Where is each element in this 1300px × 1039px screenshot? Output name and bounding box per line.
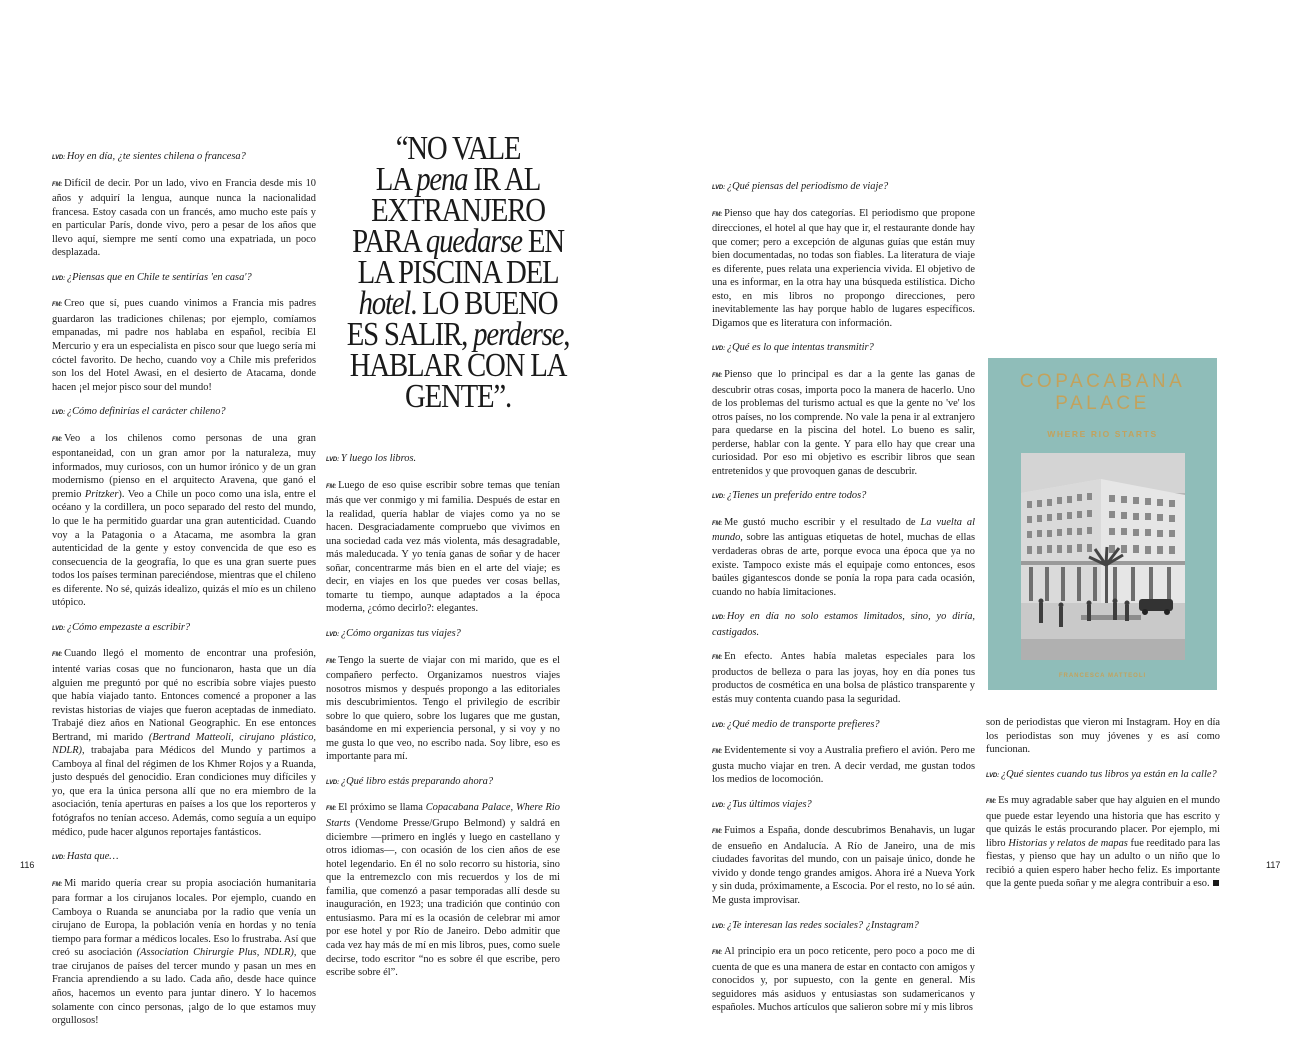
answer: FM: Es muy agradable saber que hay alguien en el mundo que puede estar leyendo una historia que has escrito y que quizás le estás procurando placer. Por ejemplo, mi libro Historias y relatos de mapas fue reeditado para las fiestas, y pienso que hay un adulto o un niño que lo recibió a quien espero haber hecho feliz. Es importante que la gente pueda soñar y me alegra contribuir a eso. — [986, 795, 1220, 890]
question: LVD: ¿Piensas que en Chile te sentirías 'en casa'? — [52, 271, 252, 283]
article-column-3 — [712, 180, 975, 1026]
answer: FM: Evidentemente si voy a Australia prefiero el avión. Pero me gusta mucho viajar en tren. A decir verdad, me gustan todos los medios de locomoción. — [712, 745, 975, 786]
book-author: FRANCESCA MATTEOLI — [1058, 673, 1147, 679]
answer: FM: Luego de eso quise escribir sobre temas que tenían más que ver conmigo y mi familia. Después de estar en la realidad, quería hablar de viajes como ya no se hacen. Desgraciadamente compruebo que vivimos en una sociedad cada vez más violenta, más desagradable, más maleducada. Y yo tenía ganas de soñar y de hacer soñar, concentrarme más bien en el arte del viaje; es decir, en viajes en los que puedes ver cosas bellas, tomarte tu tiempo, aunque adaptados a la época moderna, ¿cómo decirlo?: elegantes. — [326, 479, 560, 615]
question: LVD: ¿Qué sientes cuando tus libros ya están en la calle? — [986, 768, 1217, 780]
book-title: COPACABANA PALACE — [1019, 371, 1186, 414]
question: LVD: Hoy en día no solo estamos limitados, sino, yo diría, castigados. — [712, 611, 975, 638]
question: LVD: ¿Qué piensas del periodismo de viaje? — [712, 181, 889, 192]
page-number-left: 116 — [20, 860, 35, 870]
pull-quote: “NO VALE LA pena IR AL EXTRANJERO PARA quedarse EN LA PISCINA DEL hotel. LO BUENO ES SALIR, perderse, HABLAR CON LA GENTE”. — [346, 130, 570, 415]
question: LVD: Hoy en día, ¿te sientes chilena o francesa? — [52, 151, 246, 162]
answer: FM: En efecto. Antes había maletas especiales para los productos de belleza o para las joyas, hoy en día pones tus productos de cosmética en una bolsa de plástico transparente y estás muy contenta cuando pasa la seguridad. — [712, 651, 975, 705]
book-cover — [988, 358, 1217, 690]
answer: FM: Fuimos a España, donde descubrimos Benahavis, un lugar de ensueño en Andalucía. A Río de Janeiro, una de mis ciudades favoritas del mundo, con un paisaje único, donde he vivido y donde tengo grandes amigos. Ahora iré a Nueva York y sin duda, próximamente, a Escocia. Por el resto, no lo sé aún. Me gusta improvisar. — [712, 825, 975, 906]
answer: FM: Difícil de decir. Por un lado, vivo en Francia desde mis 10 años y adquirí la lengua, aunque nunca la nacionalidad francesa. Estoy casada con un francés, amo mucho este país y en particular París, donde vivo, pero a pesar de los años que llevo aquí, siempre me sentí como una expatriada, un poco desplazada. — [52, 177, 316, 259]
question: LVD: ¿Tus últimos viajes? — [712, 798, 812, 810]
answer-continued: son de periodistas que vieron mi Instagram. Hoy en día los periodistas son muy jóvenes y es así como funcionan. — [986, 717, 1220, 756]
answer: FM: Creo que sí, pues cuando vinimos a Francia mis padres guardaron las tradiciones chilenas; por ejemplo, comíamos empanadas, mi padre nos hablaba en español, recibía El Mercurio y era un especialista en pisco sour que luego sería mi cóctel favorito. De hecho, cuando voy a Chile mis preferidos son los del Hotel Awasi, en el desierto de Atacama, donde hacen ¡el mejor pisco sour del mundo! — [52, 298, 316, 393]
question: LVD: ¿Qué libro estás preparando ahora? — [326, 775, 494, 787]
article-column-1 — [52, 150, 316, 1039]
question: LVD: Y luego los libros. — [326, 453, 417, 464]
answer: FM: Mi marido quería crear su propia asociación humanitaria para formar a los cirujanos locales. Por ejemplo, cuando en Camboya o Ruanda se anunciaba por la radio que venía un cirujano de Europa, la población venía en hordas y no tenía tiempo para formar a médicos locales. Eso lo frustraba. Así que creó su asociación (Association Chirurgie Plus, NDLR), que trae cirujanos de países del tercer mundo y pasan un mes en Francia aprendiendo a su lado. Cada año, desde hace quince años, hacemos un evento para juntar dinero. Y lo hacemos solamente con cinco personas, ¡algo de lo que estamos muy orgullosos! — [52, 877, 316, 1027]
page-number-right: 117 — [1266, 860, 1281, 870]
answer: FM: Tengo la suerte de viajar con mi marido, que es el compañero perfecto. Organizamos nuestros viajes nosotros mismos y después propongo a las editoriales mis descubrimientos. Tengo el privilegio de escribir sobre lo que quiero, sobre los lugares que me gustan, basándome en mi experiencia personal, y si voy y no me gusta lo que veo, no escribo nada. Soy libre, eso es importante para mí. — [326, 654, 560, 763]
question: LVD: ¿Te interesan las redes sociales? ¿Instagram? — [712, 919, 919, 931]
answer: FM: Al principio era un poco reticente, pero poco a poco me di cuenta de que es una manera de estar en contacto con amigos y conocidos y, por supuesto, con la gente en general. Mis seguidores más asiduos y entusiastas son sudamericanos y españoles. Muchos artículos que salieron sobre mí y mis libros — [712, 946, 975, 1014]
article-column-2 — [326, 452, 560, 991]
book-subtitle: WHERE RIO STARTS — [1047, 429, 1158, 439]
answer: FM: Cuando llegó el momento de encontrar una profesión, intenté varias cosas que no funcionaron, hasta que un día alguien me preguntó por qué no escribía sobre viajes puesto que había viajado tanto. Entonces comencé a proponer a las revistas historias de viajes que fueron aceptadas de inmediato. Trabajé diez años en National Geographic. En ese entonces Bertrand, mi marido (Bertrand Matteoli, cirujano plástico, NDLR), trabajaba para Médicos del Mundo y partimos a Camboya al final del régimen de los Khmer Rojos y a Ruanda, justo después del genocidio. Eran condiciones muy difíciles y yo, que era la única persona allí que no era miembro de la asociación, tenía aperturas en países a los que los reporteros y fotógrafos no tenían acceso. Además, como seguía a un equipo médico, pude hacer algunos reportajes fantásticos. — [52, 648, 316, 838]
article-column-4 — [986, 716, 1220, 902]
question: LVD: ¿Cómo organizas tus viajes? — [326, 628, 461, 640]
question: LVD: ¿Tienes un preferido entre todos? — [712, 490, 867, 502]
answer: FM: Me gustó mucho escribir y el resultado de La vuelta al mundo, sobre las antiguas etiquetas de hotel, muchas de ellas verdaderas obras de arte, porque evoca una época que ya no existe. Tampoco existe más el equipaje como entonces, esos baúles gigantescos donde se ponía la ropa para cada ocasión, cuando no había limitaciones. — [712, 516, 975, 598]
interviewee-tag: FM: — [52, 181, 63, 188]
answer: FM: El próximo se llama Copacabana Palace, Where Rio Starts (Vendome Presse/Grupo Belmond) y saldrá en diciembre —primero en inglés y luego en castellano y otros idiomas—, con ocasión de los cien años de ese hotel legendario. En él no solo recorro su historia, sino que la entremezclo con mis recuerdos y los de mi familia, que comenzó a pasar temporadas allí desde su inauguración, en 1923; una tradición que continúo con entusiasmo. Para mí es la ocasión de celebrar mi amor por ese hotel y por Río de Janeiro. Debo admitir que cada vez hay más de mí en mis libros, pues, como suele decirse, todo escritor “no es sobre él que escribe, pero escribe sobre él”. — [326, 802, 560, 979]
answer: FM: Pienso que hay dos categorías. El periodismo que propone direcciones, el hotel al que hay que ir, el restaurante donde hay que comer; pero a excepción de algunas guías que están muy bien documentadas, no todas son fiables. La literatura de viaje es diferente, pues relata una experiencia vivida. El objetivo de una es informar, en la otra hay una búsqueda estilística. Dicho esto, en mis libros no propongo direcciones, pero inevitablemente las hay porque hablo de lugares específicos. Digamos que es literatura con información. — [712, 207, 975, 329]
question: LVD: ¿Cómo empezaste a escribir? — [52, 621, 191, 633]
question: LVD: ¿Qué es lo que intentas transmitir? — [712, 342, 874, 354]
question: LVD: ¿Cómo definirías el carácter chileno? — [52, 406, 226, 418]
answer: FM: Veo a los chilenos como personas de una gran espontaneidad, con un gran amor por la naturaleza, muy informados, muy curiosos, con un humor irónico y de un gran modernismo (pienso en el arquitecto Aravena, que ganó el premio Pritzker). Veo a Chile un poco como una isla, entre el océano y la cordillera, un poco separado del resto del mundo, lo que le ha permitido guardar una gran autenticidad. Cuando voy a la Patagonia o a Atacama, me asombra la gran autenticidad de la gente y estoy convencida de que eso es consecuencia de la geografía, lo que es una gran suerte pues todos los países terminan pareciéndose, mientras que el chileno es diferente. No sé, quizás idealizo, quizás el mío es un chileno utópico. — [52, 432, 316, 609]
hotel-photo — [1021, 453, 1185, 660]
question: LVD: Hasta que… — [52, 851, 119, 863]
question: LVD: ¿Qué medio de transporte prefieres? — [712, 718, 880, 730]
answer: FM: Pienso que lo principal es dar a la gente las ganas de descubrir otras cosas, importa poco la manera de hacerlo. Uno de los problemas del turismo actual es que la gente no 've' los otros países, no los comprende. No vale la pena ir al extranjero para quedarse en la piscina del hotel. Lo bueno es salir, perderse, hablar con la gente. Y para ello hay que crear una curiosidad. Por eso mi objetivo es escribir libros que sean entretenidos y que provoquen ganas de descubrir. — [712, 369, 975, 477]
interviewer-tag: LVD: — [52, 155, 65, 161]
